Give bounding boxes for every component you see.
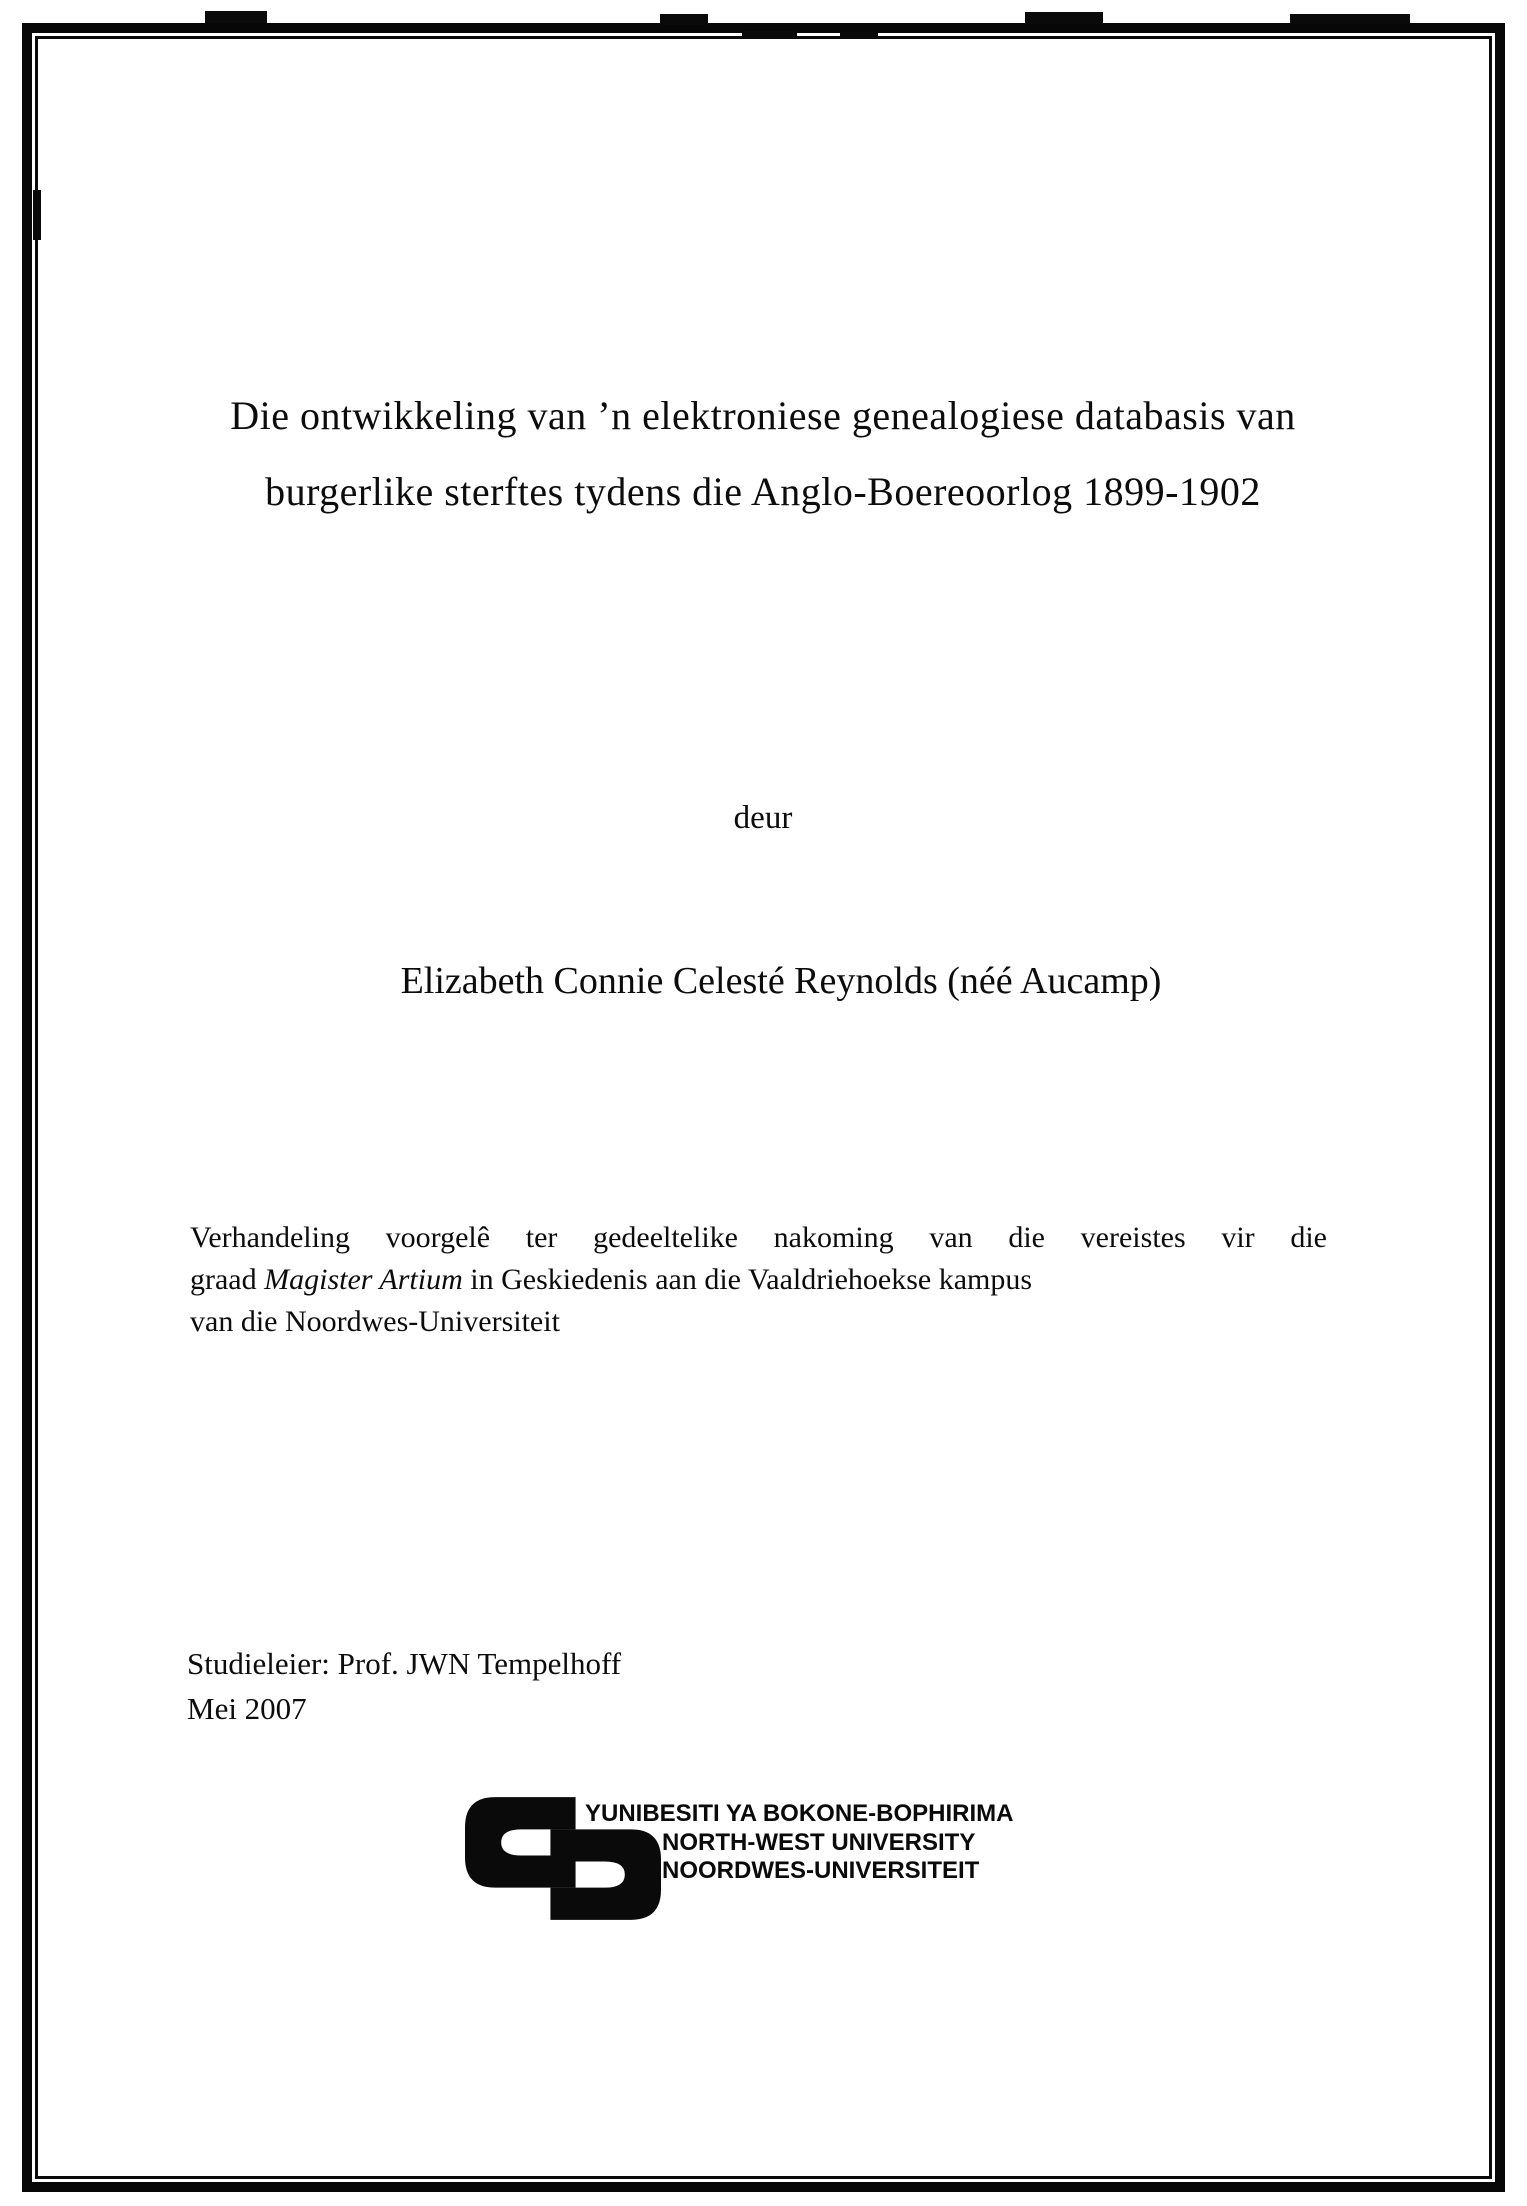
scan-artifact	[840, 32, 878, 39]
supervisor-block	[187, 1641, 621, 1731]
author-name: Elizabeth Connie Celesté Reynolds (néé Aucamp)	[400, 960, 1162, 1002]
declaration-line-1: Verhandeling voorgelê ter gedeeltelike nakoming van die vereistes vir die	[190, 1221, 1327, 1254]
scan-artifact	[205, 11, 267, 23]
declaration-line-2-prefix: graad	[190, 1263, 265, 1296]
scan-artifact	[1290, 14, 1410, 24]
logo-text-line-3: NOORDWES-UNIVERSITEIT	[662, 1857, 980, 1884]
scan-artifact	[742, 31, 797, 38]
thesis-title	[80, 378, 1446, 530]
scan-artifact	[660, 14, 708, 25]
scan-artifact	[1025, 12, 1103, 24]
thesis-title-line-1: Die ontwikkeling van ’n elektroniese genealogiese databasis van	[230, 393, 1296, 438]
degree-name: Magister Artium	[264, 1263, 463, 1296]
supervisor-line: Studieleier: Prof. JWN Tempelhoff	[187, 1646, 622, 1681]
thesis-title-line-2: burgerlike sterftes tydens die Anglo-Boereoorlog 1899-1902	[265, 469, 1261, 514]
logo-text-line-1: YUNIBESITI YA BOKONE-BOPHIRIMA	[585, 1800, 1014, 1827]
university-logo-text	[585, 1800, 1014, 1886]
logo-text-line-2: NORTH-WEST UNIVERSITY	[662, 1828, 976, 1856]
declaration-line-2-suffix: in Geskiedenis aan die Vaaldriehoekse kampus	[462, 1263, 1033, 1296]
date-line: Mei 2007	[187, 1691, 307, 1726]
scan-artifact	[33, 190, 41, 240]
degree-declaration	[190, 1217, 1327, 1343]
byline-label: deur	[733, 800, 793, 836]
declaration-line-3: van die Noordwes-Universiteit	[190, 1305, 560, 1338]
declaration-line-2	[190, 1259, 1327, 1301]
